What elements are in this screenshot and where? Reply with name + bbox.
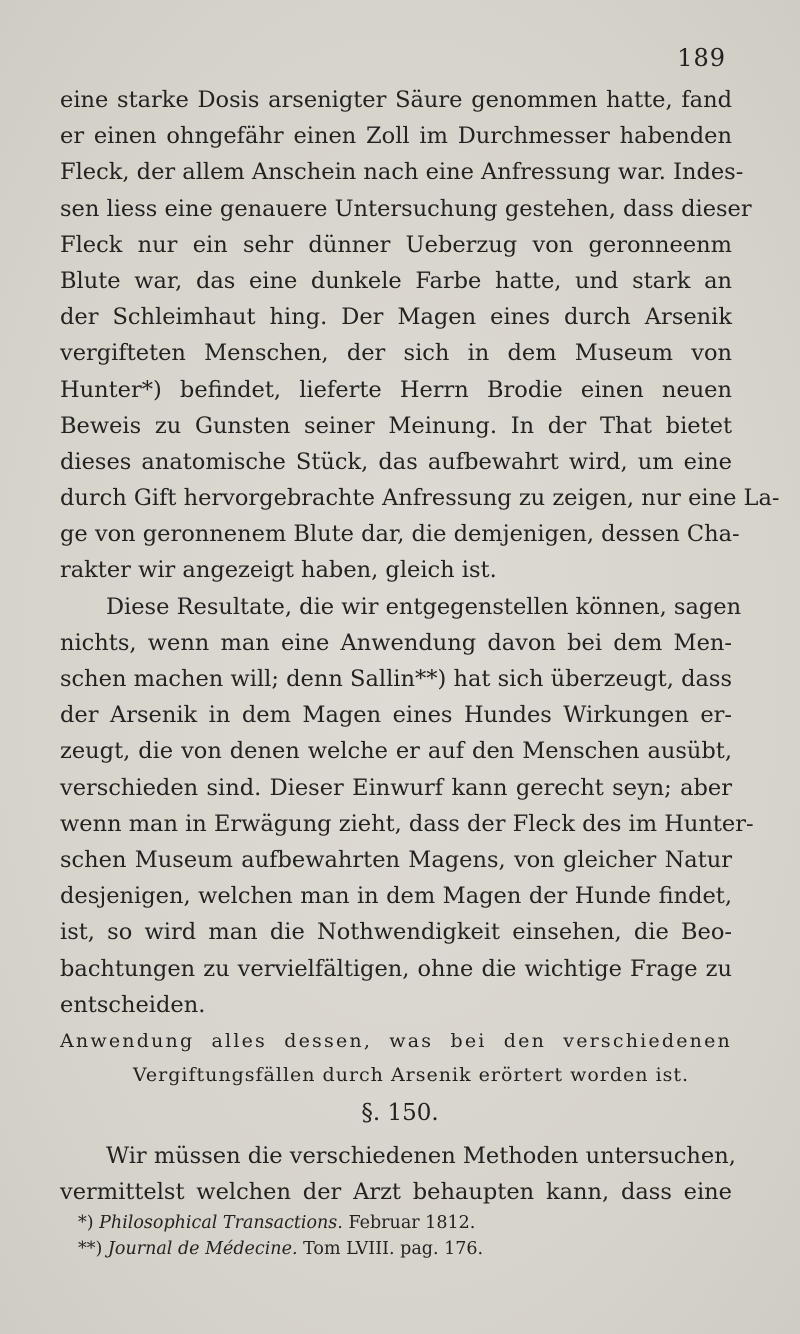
text-line: schen machen will; denn Sallin**) hat sich überzeugt, dass	[60, 666, 732, 692]
text-line: Beweis zu Gunsten seiner Meinung. In der That bietet	[60, 412, 732, 439]
text-line: bachtungen zu vervielfältigen, ohne die wichtige Frage zu	[60, 955, 732, 982]
text-line: der Arsenik in dem Magen eines Hundes Wirkungen er-	[60, 702, 732, 729]
page-number: 189	[677, 44, 726, 72]
text-line: verschieden sind. Dieser Einwurf kann gerecht seyn; aber	[60, 774, 732, 801]
text-line: ist, so wird man die Nothwendigkeit einsehen, die Beo-	[60, 919, 732, 946]
footnote-mark: **)	[78, 1239, 103, 1259]
text-line: schen Museum aufbewahrten Magens, von gleicher Natur	[60, 846, 732, 873]
text-line: Fleck nur ein sehr dünner Ueberzug von geronneenm	[60, 231, 732, 258]
text-line: eine starke Dosis arsenigter Säure genommen hatte, fand	[60, 87, 732, 113]
text-line: Fleck, der allem Anschein nach eine Anfressung war. Indes-	[60, 159, 744, 186]
text-line: wenn man in Erwägung zieht, dass der Fleck des im Hunter-	[60, 810, 754, 837]
heading-line: Anwendung alles dessen, was bei den verschiedenen	[60, 1030, 732, 1052]
text-line: vergifteten Menschen, der sich in dem Museum von	[60, 340, 732, 367]
text-line: Wir müssen die verschiedenen Methoden untersuchen,	[106, 1143, 736, 1169]
footnotes	[78, 1210, 728, 1262]
text-line: Diese Resultate, die wir entgegenstellen können, sagen	[106, 593, 742, 620]
text-line: vermittelst welchen der Arzt behaupten kann, dass eine	[60, 1179, 732, 1206]
text-line: nichts, wenn man eine Anwendung davon bei dem Men-	[60, 629, 732, 656]
text-line: er einen ohngefähr einen Zoll im Durchmesser habenden	[60, 123, 732, 150]
text-line: ge von geronnenem Blute dar, die demjenigen, dessen Cha-	[60, 521, 740, 548]
section-heading	[60, 1024, 732, 1092]
footnote	[78, 1210, 728, 1236]
footnote-source: Journal de Médecine.	[107, 1239, 298, 1259]
text-line: Hunter*) befindet, lieferte Herrn Brodie einen neuen	[60, 376, 732, 403]
body-text	[60, 82, 780, 1023]
footnote-detail: Tom LVIII. pag. 176.	[303, 1239, 484, 1259]
footnote-mark: *)	[78, 1213, 94, 1233]
section-number: §. 150.	[361, 1100, 439, 1126]
footnote-source: Philosophical Transactions.	[99, 1213, 343, 1233]
text-line: rakter wir angezeigt haben, gleich ist.	[60, 557, 497, 584]
footnote	[78, 1236, 728, 1262]
text-line: durch Gift hervorgebrachte Anfressung zu zeigen, nur eine La-	[60, 485, 780, 512]
text-line: Blute war, das eine dunkele Farbe hatte, und stark an	[60, 267, 732, 294]
footnote-detail: Februar 1812.	[348, 1213, 476, 1233]
text-line: sen liess eine genauere Untersuchung gestehen, dass dieser	[60, 195, 752, 222]
text-line: der Schleimhaut hing. Der Magen eines durch Arsenik	[60, 304, 732, 331]
text-line: entscheiden.	[60, 991, 206, 1018]
body-text	[60, 1138, 736, 1210]
text-line: dieses anatomische Stück, das aufbewahrt wird, um eine	[60, 448, 732, 475]
text-line: zeugt, die von denen welche er auf den Menschen ausübt,	[60, 738, 732, 765]
heading-line: Vergiftungsfällen durch Arsenik erörtert worden ist.	[132, 1064, 690, 1086]
text-line: desjenigen, welchen man in dem Magen der Hunde findet,	[60, 883, 732, 910]
